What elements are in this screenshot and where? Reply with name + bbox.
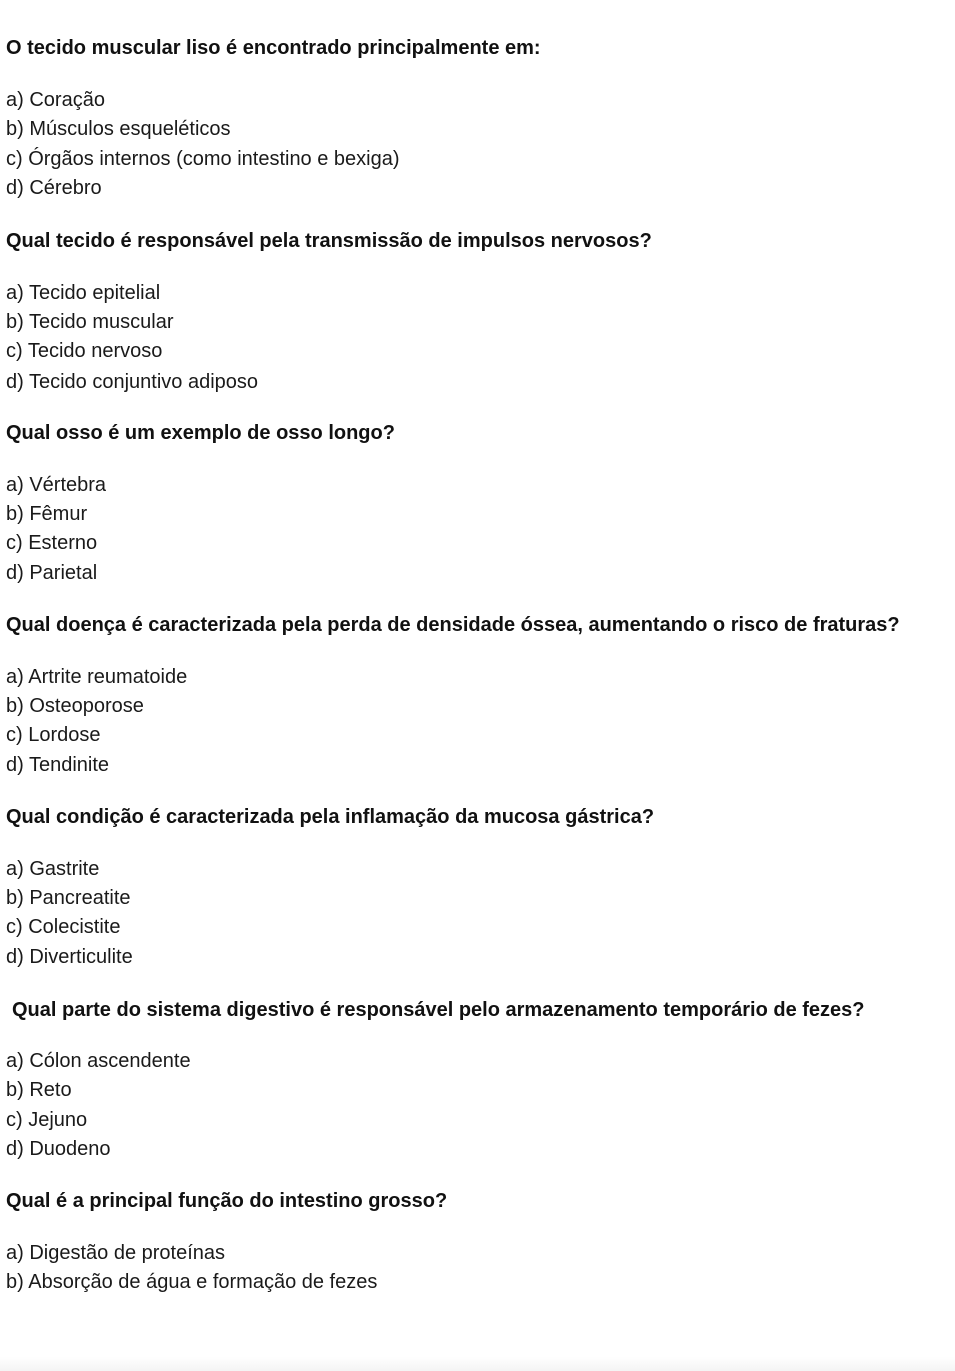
question-2-option-b: b) Tecido muscular [6, 311, 174, 333]
question-4-option-a: a) Artrite reumatoide [6, 666, 188, 688]
question-1-option-c: c) Órgãos internos (como intestino e bexiga) [6, 148, 400, 170]
page-bottom-edge [0, 1357, 955, 1371]
question-3-option-b: b) Fêmur [6, 503, 88, 525]
question-1-option-b: b) Músculos esqueléticos [6, 118, 231, 140]
question-4-option-b: b) Osteoporose [6, 695, 144, 717]
question-3-option-a: a) Vértebra [6, 474, 107, 496]
question-6-option-d: d) Duodeno [6, 1138, 111, 1160]
question-6-option-b: b) Reto [6, 1079, 72, 1101]
question-1-text: O tecido muscular liso é encontrado principalmente em: [6, 37, 541, 59]
question-7-option-b: b) Absorção de água e formação de fezes [6, 1271, 378, 1293]
question-6-option-c: c) Jejuno [6, 1109, 88, 1131]
question-4-option-d: d) Tendinite [6, 754, 110, 776]
question-4-option-c: c) Lordose [6, 724, 101, 746]
question-5-option-a: a) Gastrite [6, 858, 100, 880]
question-5-option-d: d) Diverticulite [6, 946, 133, 968]
question-6-option-a: a) Cólon ascendente [6, 1050, 191, 1072]
question-3-option-c: c) Esterno [6, 532, 98, 554]
question-5-option-c: c) Colecistite [6, 916, 121, 938]
question-2-text: Qual tecido é responsável pela transmissão de impulsos nervosos? [6, 230, 652, 252]
question-1-option-d: d) Cérebro [6, 177, 102, 199]
question-3-option-d: d) Parietal [6, 562, 98, 584]
question-4-text: Qual doença é caracterizada pela perda de densidade óssea, aumentando o risco de fraturas? [6, 614, 900, 636]
question-5-text: Qual condição é caracterizada pela inflamação da mucosa gástrica? [6, 806, 655, 828]
question-2-option-d: d) Tecido conjuntivo adiposo [6, 371, 259, 393]
question-6-text: Qual parte do sistema digestivo é responsável pelo armazenamento temporário de fezes? [12, 999, 865, 1021]
question-7-text: Qual é a principal função do intestino grosso? [6, 1190, 448, 1212]
question-2-option-c: c) Tecido nervoso [6, 340, 163, 362]
question-3-text: Qual osso é um exemplo de osso longo? [6, 422, 395, 444]
question-5-option-b: b) Pancreatite [6, 887, 131, 909]
question-1-option-a: a) Coração [6, 89, 105, 111]
question-7-option-a: a) Digestão de proteínas [6, 1242, 226, 1264]
question-2-option-a: a) Tecido epitelial [6, 282, 161, 304]
